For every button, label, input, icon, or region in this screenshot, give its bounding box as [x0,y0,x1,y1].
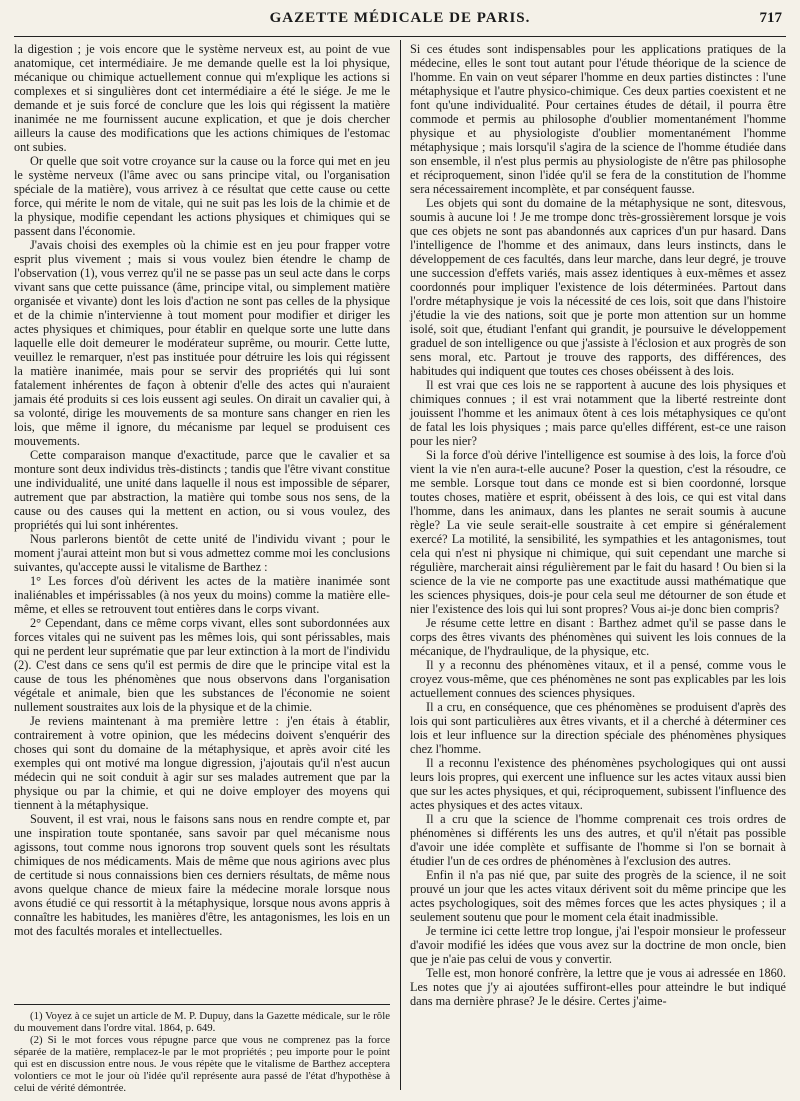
paragraph: Je termine ici cette lettre trop longue, j'ai l'espoir monsieur le professeur d'avoir modifié les idées que vous avez sur la doctrine de mon oncle, bien que je n'aie pas celui de vous y convertir. [410,924,786,966]
paragraph: Telle est, mon honoré confrère, la lettre que je vous ai adressée en 1860. Les notes que j'y ai ajoutées suffiront-elles pour atteindre le but indiqué dans ma dernière phrase? Je le désire. Certes j'aime- [410,966,786,1008]
left-column [14,42,390,938]
footnote-rule [14,1004,390,1005]
right-column [410,42,786,1008]
footnote: (2) Si le mot forces vous répugne parce que vous ne comprenez pas la force séparée de la matière, remplacez-le par le mot propriétés ; peu importe pour le point qui est en discussion entre nous. Je vous répète que le vitalisme de Barthez acceptera volontiers ce mot le jour où l'idée qu'il représente aura passé de l'état d'hypothèse à celui de vérité démontrée. [14,1034,390,1094]
paragraph: Nous parlerons bientôt de cette unité de l'individu vivant ; pour le moment j'aurai atteint mon but si vous admettez comme moi les conclusions suivantes, qu'accepte aussi le vitalisme de Barthez : [14,532,390,574]
paragraph: Il a reconnu l'existence des phénomènes psychologiques qui ont aussi leurs lois propres, qui exercent une influence sur les actes vitaux aussi bien que sur les actes physiques, et qui, réciproquement, subissent l'influence des actes physiques et des actes vitaux. [410,756,786,812]
paragraph: Les objets qui sont du domaine de la métaphysique ne sont, ditesvous, soumis à aucune loi ! Je me trompe donc très-grossièrement lorsque je vois que ces objets ne sont pas abandonnés aux caprices d'un pur hasard. Dans l'intelligence de l'homme et des animaux, dans leurs instincts, dans le développement de ces facultés, dans leur marche, dans leur degré, je trouve une succession d'effets variés, mais assez identiques à eux-mêmes et assez coordonnés pour impliquer l'existence de lois déterminées. Partout dans l'ordre métaphysique je vois la nécessité de ces lois, soit que dans l'histoire j'étudie la vie des nations, soit que je porte mon attention sur un homme isolé, soit que, étudiant l'enfant qui grandit, je poursuive le développement graduel de son intelligence ou que j'assiste à l'éclosion et aux progrès de son sens moral, etc. Partout je trouve des rapports, des différences, des habitudes qui indiquent que toutes ces choses obéissent à des lois. [410,196,786,378]
paragraph: 2° Cependant, dans ce même corps vivant, elles sont subordonnées aux forces vitales qui ne suivent pas les mêmes lois, qui sont périssables, mais qui ne perdent leur suprématie que par leur extinction à la mort de l'individu (2). C'est dans ce sens qu'il est permis de dire que le principe vital est la cause de tous les phénomènes que nous observons dans l'organisation végétale et animale, bien que les substances de l'économie ne soient nullement soustraites aux lois de la physique et de la chimie. [14,616,390,714]
paragraph: Souvent, il est vrai, nous le faisons sans nous en rendre compte et, par une inspiration toute spontanée, sans savoir par quel mécanisme nous agissons, tout comme nous ignorons trop souvent quels sont les résultats chimiques de nos médicaments. Mais de même que nous agirions avec plus de certitude si nous connaissions bien ces derniers résultats, de même nous avons quelque chance de mieux faire la médecine morale lorsque nous avons étudié ce qui ressortit à la métaphysique, lorsque nous avons appris à connaître les habitudes, les manières d'être, les antagonismes, les lois en un mot des facultés morales et intellectuelles. [14,812,390,938]
paragraph: J'avais choisi des exemples où la chimie est en jeu pour frapper votre esprit plus vivement ; mais si vous voulez bien étendre le champ de l'observation (1), vous verrez qu'il ne se passe pas un seul acte dans le corps vivant sans que cette puissance (âme, principe vital, ou simplement matière organisée et vivante) dont les lois d'action ne sont pas celles de la physique et de la chimie n'intervienne à tout moment pour modifier et diriger les actes physiques et chimiques, pour établir en quelque sorte une lutte dans laquelle elle doit demeurer le modérateur suprême, ou mourir. Cette lutte, veuillez le remarquer, n'est pas instituée pour détruire les lois qui régissent la matière inanimée, mais pour se servir des propriétés qui lui sont fatalement inhérentes de façon à obtenir d'elle des actes qui n'auraient jamais été produits si ces lois eussent agi seules. On dirait un cavalier qui, à sa volonté, dirige les mouvements de sa monture sans changer en rien les lois, que même il ignore, du mécanisme par lequel se produisent ces mouvements. [14,238,390,448]
paragraph: Enfin il n'a pas nié que, par suite des progrès de la science, il ne soit prouvé un jour que les actes vitaux dérivent soit du même principe que les actes psychologiques, soit des mêmes forces que les actes physiques ; il a seulement soutenu que pour le moment cela était inadmissible. [410,868,786,924]
paragraph: Il a cru, en conséquence, que ces phénomènes se produisent d'après des lois qui sont particulières aux êtres vivants, et il a cherché à déterminer ces lois et leur influence sur la direction spéciale des phénomènes physiques chez l'homme. [410,700,786,756]
header-rule [14,36,786,37]
paragraph: Je résume cette lettre en disant : Barthez admet qu'il se passe dans le corps des êtres vivants des phénomènes qui suivent les lois connues de la mécanique, de l'hydraulique, de la physique, etc. [410,616,786,658]
paragraph: Il y a reconnu des phénomènes vitaux, et il a pensé, comme vous le croyez vous-même, que ces phénomènes ne sont pas explicables par les lois actuellement connues des sciences physiques. [410,658,786,700]
paragraph: Il est vrai que ces lois ne se rapportent à aucune des lois physiques et chimiques connues ; il est vrai notamment que la liberté restreinte dont jouissent l'homme et les animaux ôtent à ces lois métaphysiques ce qu'ont de fatal les lois physiques ; mais parce qu'elles différent, est-ce une raison pour les nier? [410,378,786,448]
paragraph: la digestion ; je vois encore que le système nerveux est, au point de vue anatomique, cet intermédiaire. Je me demande quelle est la loi physique, mécanique ou chimique actuellement connue qui m'explique les actions si complexes et si singulières dont cet intermédiaire a été le siége. Je me le demande et je suis forcé de conclure que les lois qui régissent la matière inanimée ne me fournissent aucune explication, et que je dois chercher ailleurs la cause des modifications que les actions chimiques de l'estomac ont subies. [14,42,390,154]
paragraph: 1° Les forces d'où dérivent les actes de la matière inanimée sont inaliénables et impérissables (à nos yeux du moins) comme la matière elle-même, et elles se retrouvent tout entières dans le corps vivant. [14,574,390,616]
paragraph: Si ces études sont indispensables pour les applications pratiques de la médecine, elles le sont tout autant pour l'étude théorique de la science de l'homme. En vain on veut séparer l'homme en deux parties distinctes : l'une métaphysique et l'autre physico-chimique. Ces deux parties coexistent et ne font qu'une individualité. Pour certaines études de détail, il pourra être commode et permis au philosophe d'oublier momentanément l'homme physique et au physiologiste d'oublier momentanément l'homme métaphysique ; mais lorsqu'il s'agira de la science de l'homme étudiée dans son ensemble, il n'est plus permis au physiologiste de n'être pas philosophe et réciproquement, sinon l'idée qu'il se fera de la constitution de l'homme sera nécessairement incomplète, et par conséquent fausse. [410,42,786,196]
paragraph: Or quelle que soit votre croyance sur la cause ou la force qui met en jeu le système nerveux (l'âme avec ou sans principe vital, ou l'organisation spéciale de la matière), vous arrivez à ce résultat que cette cause ou cette force, qui mérite le nom de vitale, qui ne suit pas les lois de la chimie et de la physique, modifie cependant les actions physiques et chimiques qui se passent dans l'économie. [14,154,390,238]
page-number: 717 [759,10,782,26]
paragraph: Cette comparaison manque d'exactitude, parce que le cavalier et sa monture sont deux individus très-distincts ; tandis que l'être vivant constitue une individualité, une unité dans laquelle il nous est impossible de séparer, autrement que par abstraction, la matière qui tombe sous nos sens, de la cause ou des causes qui la mettent en action, ou si vous voulez, des propriétés qui lui sont inhérentes. [14,448,390,532]
footnote: (1) Voyez à ce sujet un article de M. P. Dupuy, dans la Gazette médicale, sur le rôle du mouvement dans l'ordre vital. 1864, p. 649. [14,1010,390,1034]
paragraph: Il a cru que la science de l'homme comprenait ces trois ordres de phénomènes si différents les uns des autres, et qu'il n'était pas possible d'avoir une idée complète et suffisante de l'homme si l'on se bornait à étudier l'un de ces ordres de phénomènes à l'exclusion des autres. [410,812,786,868]
journal-title: GAZETTE MÉDICALE DE PARIS. [269,10,531,26]
column-divider [400,40,401,1090]
footnotes [14,1010,390,1094]
paragraph: Je reviens maintenant à ma première lettre : j'en étais à établir, contrairement à votre opinion, que les médecins doivent s'enquérir des choses qui sont du domaine de la métaphysique, et après avoir cité les exemples qui ont motivé ma longue digression, j'ajoutais qu'il n'est aucun médecin qui ne soit conduit à agir sur ses malades autrement que par la physique ou par la chimie, et qui ne doive employer des moyens qui tiennent à la métaphysique. [14,714,390,812]
page-header [14,10,786,36]
paragraph: Si la force d'où dérive l'intelligence est soumise à des lois, la force d'où vient la vie n'en aura-t-elle aucune? Poser la question, c'est la résoudre, ce me semble. Lorsque tout dans ce monde est si bien coordonné, lorsque toutes choses, matière et esprit, obéissent à des lois, ce qui est vital dans l'homme, dans les animaux, dans les plantes ne serait soumis à aucune règle? La vie seule serait-elle soustraite à cet empire si généralement exercé? La motilité, la sensibilité, les sympathies et les antagonismes, tout cela qui n'est ni physique ni chimique, qui suit cependant une marche si régulière, marcherait ainsi régulièrement par le fait du hasard ! Ou bien si la science de la vie ne comporte pas une exactitude aussi mathématique que les sciences physiques, dois-je pour cela seul me détourner de son étude et nier l'existence des lois qui lui sont propres? Vous ai-je donc bien compris? [410,448,786,616]
